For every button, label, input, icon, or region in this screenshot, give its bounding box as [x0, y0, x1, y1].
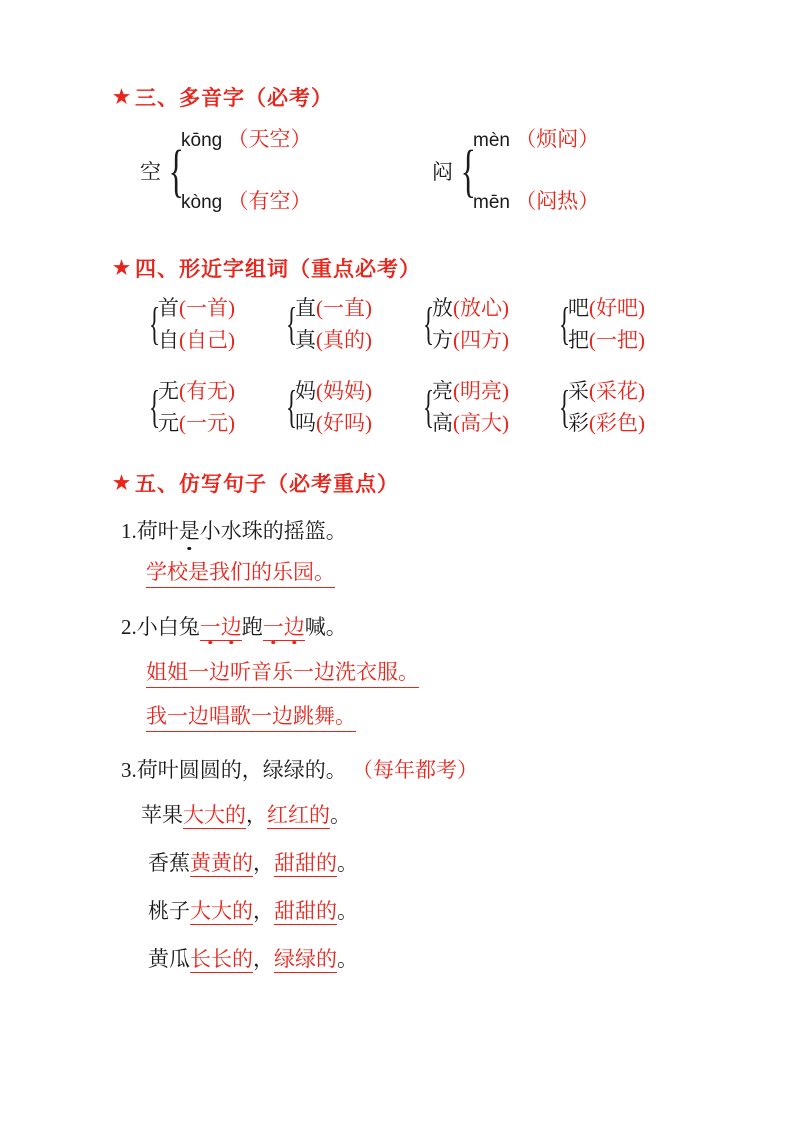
pair-row	[432, 379, 509, 403]
item-number: 1.	[121, 519, 137, 543]
end-punct: 。	[337, 899, 358, 923]
brace-icon: {	[423, 380, 435, 432]
similar-char-pair	[420, 296, 509, 352]
pair-word: (有无)	[179, 379, 235, 403]
pair-row	[432, 296, 509, 320]
blank-answer: 长长的	[190, 947, 253, 973]
word-text: （闷热）	[515, 189, 600, 214]
answer-text: 姐姐一边听音乐一边洗衣服。	[146, 659, 419, 688]
section-3-title: 三、多音字（必考）	[135, 86, 334, 110]
pair-word: (真的)	[316, 328, 372, 353]
end-punct: 。	[337, 851, 358, 875]
pair-row	[158, 379, 235, 403]
polyphone-group-kong	[140, 128, 311, 214]
sentence-prompt-1	[121, 518, 347, 545]
pair-word: (一直)	[316, 296, 372, 320]
blank-answer: 甜甜的	[274, 851, 337, 877]
end-punct: 。	[337, 947, 358, 971]
pair-row	[158, 411, 235, 435]
emphasis-phrase	[200, 615, 242, 641]
brace-icon: {	[460, 137, 476, 203]
similar-char-pair	[283, 379, 372, 435]
pair-word: (彩色)	[589, 411, 645, 436]
blank-answer: 大大的	[190, 899, 253, 925]
answer-line-1-1	[146, 559, 335, 588]
subject-text: 桃子	[148, 899, 190, 923]
polyphone-row	[181, 128, 311, 152]
pair-row	[295, 296, 372, 320]
prompt-text: 喊。	[304, 615, 347, 639]
brace-icon: {	[559, 380, 571, 432]
polyphone-row	[473, 190, 599, 214]
emphasis-char: 边	[283, 615, 305, 639]
pair-char: 方	[432, 328, 453, 353]
section-5-heading	[113, 468, 399, 498]
emphasis-phrase	[263, 615, 305, 641]
fill-row-1	[141, 802, 351, 829]
pair-row	[432, 411, 509, 435]
prompt-text: 荷叶圆圆的，绿绿的。	[136, 758, 347, 782]
brace-icon: {	[286, 297, 298, 349]
section-5-title: 五、仿写句子（必考重点）	[135, 472, 400, 496]
similar-char-pair	[556, 379, 645, 435]
pair-word: (好吧)	[589, 296, 645, 320]
fill-row-3	[148, 898, 358, 925]
blank-answer: 黄黄的	[190, 851, 253, 877]
blank-answer: 红红的	[267, 803, 330, 829]
pair-char: 吗	[295, 411, 316, 436]
brace-icon: {	[423, 297, 435, 349]
blank-answer: 大大的	[183, 803, 246, 829]
polyphone-character: 闷	[432, 160, 453, 184]
pair-row	[158, 296, 235, 320]
word-text: （烦闷）	[515, 127, 600, 151]
pair-word: (四方)	[453, 328, 509, 353]
pair-row	[568, 411, 645, 435]
similar-char-pair	[556, 296, 645, 352]
separator: ，	[253, 899, 274, 923]
pair-word: (自己)	[179, 328, 235, 353]
pair-word: (一首)	[179, 296, 235, 320]
similar-char-pair	[146, 296, 235, 352]
pinyin-text: kòng	[181, 192, 223, 214]
pair-char: 无	[158, 379, 179, 403]
star-icon: ★	[113, 257, 132, 279]
pair-word: (放心)	[453, 296, 509, 320]
star-icon: ★	[113, 472, 132, 494]
end-punct: 。	[330, 803, 351, 827]
similar-char-pair	[146, 379, 235, 435]
brace-icon: {	[286, 380, 298, 432]
section-3-heading	[113, 82, 333, 112]
pair-char: 真	[295, 328, 316, 353]
word-text: （有空）	[227, 189, 312, 214]
pair-char: 直	[295, 296, 316, 320]
answer-text: 学校是我们的乐园。	[146, 559, 335, 588]
pair-row	[158, 328, 235, 352]
pair-row	[568, 379, 645, 403]
pair-char: 亮	[432, 379, 453, 403]
pair-row	[432, 328, 509, 352]
subject-text: 苹果	[141, 803, 183, 827]
brace-icon: {	[168, 137, 184, 203]
pair-char: 采	[568, 379, 589, 403]
prompt-text: 荷叶	[136, 519, 179, 543]
polyphone-group-men	[432, 128, 599, 214]
pinyin-text: mèn	[473, 130, 510, 151]
note-text: （每年都考）	[352, 758, 478, 782]
pair-char: 妈	[295, 379, 316, 403]
polyphone-row	[473, 128, 599, 152]
pair-char: 首	[158, 296, 179, 320]
polyphone-character: 空	[140, 160, 161, 184]
pair-word: (好吗)	[316, 411, 372, 436]
sentence-prompt-3	[121, 757, 478, 784]
answer-text: 我一边唱歌一边跳舞。	[146, 703, 356, 732]
similar-char-pair	[420, 379, 509, 435]
pair-word: (采花)	[589, 379, 645, 403]
pinyin-text: mēn	[473, 192, 510, 214]
pair-char: 吧	[568, 296, 589, 320]
brace-icon: {	[149, 297, 161, 349]
similar-char-pair	[283, 296, 372, 352]
answer-line-2-1	[146, 659, 419, 688]
pair-word: (一把)	[589, 328, 645, 353]
pair-char: 彩	[568, 411, 589, 436]
pair-word: (明亮)	[453, 379, 509, 403]
answer-line-2-2	[146, 703, 356, 732]
fill-row-2	[148, 850, 358, 877]
fill-row-4	[148, 946, 358, 973]
item-number: 3.	[121, 758, 137, 782]
brace-icon: {	[559, 297, 571, 349]
pair-char: 把	[568, 328, 589, 353]
subject-text: 香蕉	[148, 851, 190, 875]
pair-word: (妈妈)	[316, 379, 372, 403]
emphasis-char: 边	[220, 615, 242, 639]
prompt-text: 小白兔	[136, 615, 200, 639]
pinyin-text: kōng	[181, 130, 223, 151]
pair-char: 放	[432, 296, 453, 320]
polyphone-row	[181, 190, 311, 214]
subject-text: 黄瓜	[148, 947, 190, 971]
pair-row	[568, 296, 645, 320]
pair-row	[568, 328, 645, 352]
star-icon: ★	[113, 86, 132, 108]
pair-char: 自	[158, 328, 179, 353]
pair-char: 高	[432, 411, 453, 436]
blank-answer: 甜甜的	[274, 899, 337, 925]
emphasis-char: 一	[262, 615, 284, 639]
pair-word: (一元)	[179, 411, 235, 436]
prompt-text: 跑	[241, 615, 263, 639]
blank-answer: 绿绿的	[274, 947, 337, 973]
sentence-prompt-2	[121, 614, 347, 641]
section-4-title: 四、形近字组词（重点必考）	[135, 257, 422, 281]
separator: ，	[253, 851, 274, 875]
item-number: 2.	[121, 615, 137, 639]
emphasis-word: 是	[179, 518, 200, 545]
emphasis-char: 一	[199, 615, 221, 639]
pair-row	[295, 379, 372, 403]
pair-row	[295, 328, 372, 352]
section-4-heading	[113, 253, 421, 283]
prompt-text: 小水珠的摇篮。	[199, 519, 347, 543]
separator: ，	[246, 803, 267, 827]
pair-char: 元	[158, 411, 179, 436]
separator: ，	[253, 947, 274, 971]
pair-row	[295, 411, 372, 435]
pair-word: (高大)	[453, 411, 509, 436]
brace-icon: {	[149, 380, 161, 432]
word-text: （天空）	[227, 127, 312, 151]
